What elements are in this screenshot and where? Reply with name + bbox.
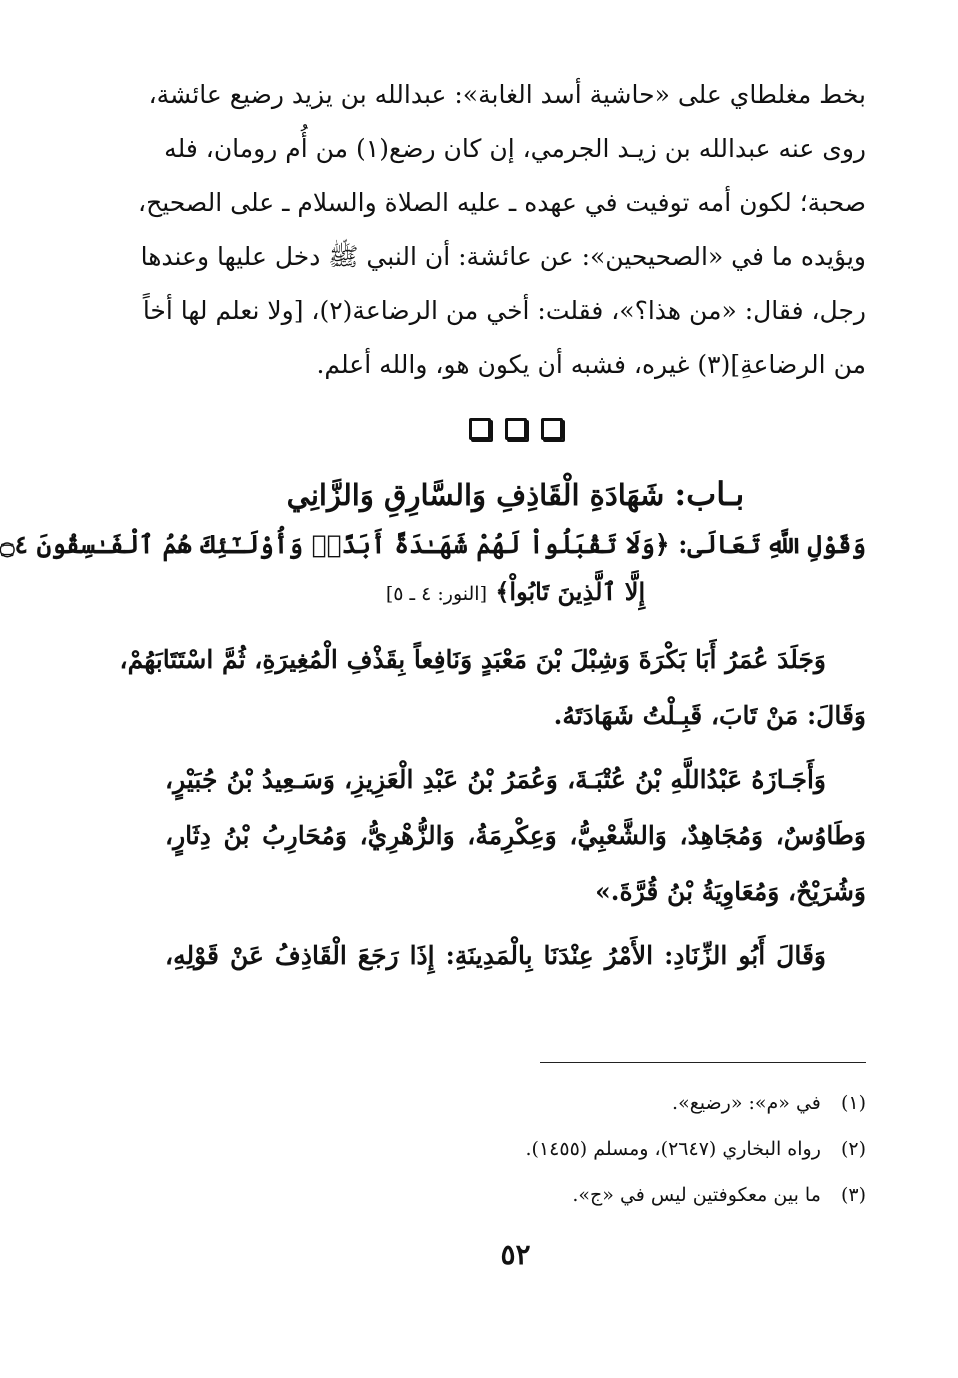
hadith-line: وَجَلَدَ عُمَرُ أَبَا بَكْرَةَ وَشِبْلَ بْنَ مَعْبَدٍ وَنَافِعاً بِقَذْفِ الْمُغِيرَةِ، ثُمَّ اسْتَتَابَهُمْ، [119,645,826,674]
footnote-number: (٣) [840,1184,866,1206]
intro-line: ويؤيده ما في «الصحيحين»: عن عائشة: أن النبي ﷺ دخل عليها وعندها [140,242,866,271]
hadith-paragraph [165,752,866,920]
page-number: ٥٢ [500,1238,531,1271]
footnote-text: ما بين معكوفتين ليس في «ج». [572,1184,821,1206]
footnote-number: (٢) [840,1138,866,1160]
hadith-line: وَقَالَ أَبُو الزِّنَادِ: الأَمْرُ عِنْدَنَا بِالْمَدِينَةِ: إِذَا رَجَعَ الْقَاذِفُ عَنْ قَوْلِهِ، [165,941,826,970]
hadith-paragraph [165,928,866,984]
intro-line: بخط مغلطاي على «حاشية أسد الغابة»: عبدالله بن يزيد رضيع عائشة، [148,80,866,109]
footnote-text: رواه البخاري (٢٦٤٧)، ومسلم (١٤٥٥). [525,1138,821,1160]
hadith-line: وَشُرَيْحٌ، وَمُعَاوِيَةُ بْنُ قُرَّةَ.» [595,877,866,906]
chapter-title: شَهَادَةِ الْقَاذِفِ وَالسَّارِقِ وَالزَّانِي [286,478,665,512]
intro-line: صحبة؛ لكون أمه توفيت في عهده ـ عليه الصلاة والسلام ـ على الصحيح، [138,188,866,217]
quran-verse-continuation [165,570,866,614]
footnote [165,1172,866,1218]
intro-paragraph [138,68,866,392]
separator-square-icon [505,418,527,440]
verse-continuation-text: إِلَّا ٱلَّذِينَ تَابُواْ﴾ [495,577,646,606]
hadith-line: وَقَالَ: مَنْ تَابَ، قَبِـلْتُ شَهَادَتَهُ. [553,701,866,730]
footnote-number: (١) [840,1092,866,1114]
main-content [0,68,866,992]
chapter-label: بـاب: [674,475,745,513]
separator-square-icon [469,418,491,440]
footnote [165,1126,866,1172]
footnote-divider [540,1062,866,1063]
intro-line: من الرضاعةِ](٣) غيره، فشبه أن يكون هو، والله أعلم. [316,350,866,379]
intro-line: روى عنه عبدالله بن زيـد الجرمي، إن كان رضع(١) من أُم رومان، فله [164,134,866,163]
footnote [165,1080,866,1126]
intro-line: رجل، فقال: «من هذا؟»، فقلت: أخي من الرضاعة(٢)، [ولا نعلم لها أخاً [142,296,866,325]
hadith-line: وَأَجَـازَهُ عَبْدُاللَّهِ بْنُ عُتْبَـةَ، وَعُمَرُ بْنُ عَبْدِ الْعَزِيزِ، وَسَـعِيدُ بْنُ جُبَيْرٍ، [165,765,826,794]
footnotes [165,1080,866,1218]
section-separator [165,418,866,446]
hadith-paragraph [119,632,866,744]
footnote-text: في «م»: «رضيع». [672,1092,821,1114]
hadith-line: وَطَاوُسٌ، وَمُجَاهِدٌ، وَالشَّعْبِيُّ، وَعِكْرِمَةُ، وَالزُّهْرِيُّ، وَمُحَارِبُ بْنُ دِثَارٍ، [165,821,866,850]
quran-verse: وَقَوْلِ اللَّهِ تَعَالَى: ﴿وَلَا تَقْبَلُواْ لَهُمْ شَهَـٰدَةً أَبَدًاۚ وَأُوْلَـٰٓئِكَ هُمُ ٱلْفَـٰسِقُونَ ۝٤ [0,530,866,559]
chapter-heading [165,468,866,520]
separator-square-icon [541,418,563,440]
verse-reference: [النور: ٤ ـ ٥] [385,583,487,605]
